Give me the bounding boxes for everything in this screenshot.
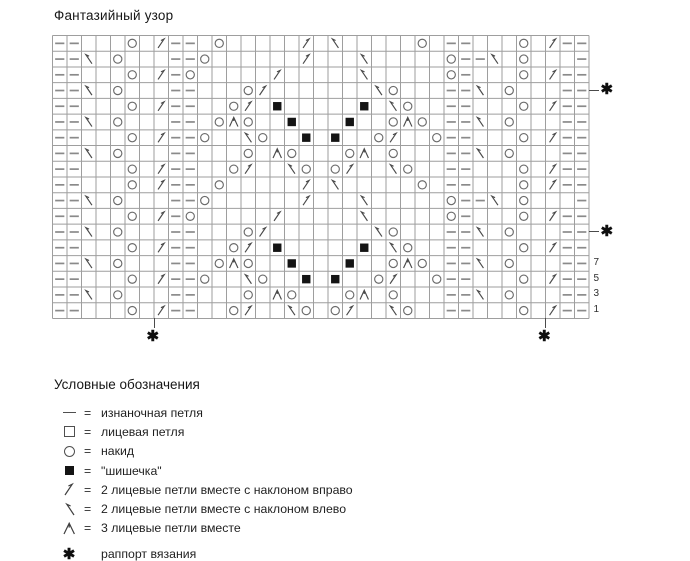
yarnover-icon <box>288 291 296 299</box>
yarnover-icon <box>128 102 136 110</box>
yarnover-icon <box>505 259 513 267</box>
k3tog-icon <box>230 117 238 126</box>
k2tog-left-icon <box>54 502 84 517</box>
yarnover-icon <box>114 118 122 126</box>
k2tog-right-icon <box>347 306 353 315</box>
repeat-tick-line <box>545 318 546 328</box>
k2tog-left-icon <box>390 306 396 315</box>
repeat-tick-line <box>154 318 155 328</box>
yarnover-icon <box>389 86 397 94</box>
yarnover-icon <box>302 165 310 173</box>
k2tog-left-icon <box>86 196 92 205</box>
yarnover-icon <box>114 196 122 204</box>
yarnover-icon <box>520 134 528 142</box>
yarnover-icon <box>505 228 513 236</box>
k2tog-right-icon <box>347 165 353 174</box>
yarnover-icon <box>520 55 528 63</box>
k2tog-right-icon <box>303 39 309 48</box>
k2tog-right-icon <box>260 228 266 237</box>
yarnover-icon <box>331 307 339 315</box>
equals-sign: = <box>84 482 92 497</box>
k2tog-right-icon <box>550 165 556 174</box>
yarnover-icon <box>230 307 238 315</box>
k2tog-left-icon <box>477 259 483 268</box>
k2tog-right-icon <box>303 55 309 64</box>
k2tog-right-icon <box>274 70 280 79</box>
equals-sign: = <box>84 405 92 420</box>
rapport-asterisk-icon: ✱ <box>62 545 76 561</box>
k2tog-right-icon <box>158 306 164 315</box>
k3tog-icon <box>273 290 281 299</box>
k2tog-right-icon <box>158 180 164 189</box>
yarnover-icon <box>128 134 136 142</box>
yarnover-icon <box>230 165 238 173</box>
yarnover-icon <box>244 228 252 236</box>
equals-sign: = <box>84 463 92 478</box>
k3tog-icon <box>273 149 281 158</box>
row-number: 1 <box>593 304 600 316</box>
yarnover-icon <box>244 118 252 126</box>
k2tog-right-icon <box>158 165 164 174</box>
yarnover-icon <box>114 291 122 299</box>
legend-item-purl <box>54 403 614 422</box>
yarnover-icon <box>244 291 252 299</box>
yarnover-icon <box>418 39 426 47</box>
bobble-icon <box>302 275 310 283</box>
yarnover-icon <box>389 228 397 236</box>
yarnover-icon <box>433 134 441 142</box>
k2tog-right-icon <box>245 306 251 315</box>
yarnover-icon <box>375 275 383 283</box>
yarnover-icon <box>201 275 209 283</box>
yarnover-icon <box>244 86 252 94</box>
k2tog-left-icon <box>361 70 367 79</box>
yarnover-icon <box>505 291 513 299</box>
yarnover-icon <box>447 55 455 63</box>
yarnover-icon <box>418 118 426 126</box>
knit-square-icon <box>54 426 84 437</box>
yarnover-icon <box>346 149 354 157</box>
yarnover-icon <box>520 39 528 47</box>
equals-sign: = <box>84 444 92 459</box>
k2tog-left-icon <box>361 196 367 205</box>
yarnover-icon <box>128 307 136 315</box>
yarnover-icon <box>259 134 267 142</box>
yarnover-icon <box>128 244 136 252</box>
yarnover-icon <box>259 275 267 283</box>
yarnover-icon <box>520 165 528 173</box>
yarnover-icon <box>404 307 412 315</box>
legend-item-bobble <box>54 461 614 480</box>
k2tog-left-icon <box>245 133 251 142</box>
repeat-lead-line <box>589 90 599 91</box>
yarnover-icon <box>389 118 397 126</box>
bobble-icon <box>273 244 281 252</box>
k2tog-right-icon <box>303 196 309 205</box>
k2tog-right-icon <box>274 212 280 221</box>
repeat-asterisk: ✱ <box>146 327 160 345</box>
yarnover-icon <box>404 244 412 252</box>
k2tog-left-icon <box>86 259 92 268</box>
k2tog-right-icon <box>245 102 251 111</box>
repeat-asterisk: ✱ <box>538 327 551 345</box>
bobble-square-icon <box>54 466 84 475</box>
k2tog-left-icon <box>390 165 396 174</box>
bobble-icon <box>288 118 296 126</box>
k2tog-left-icon <box>86 290 92 299</box>
yarnover-icon <box>215 39 223 47</box>
k2tog-left-icon <box>492 196 498 205</box>
yarnover-icon <box>201 134 209 142</box>
k2tog-right-icon <box>158 39 164 48</box>
yarnover-icon <box>114 228 122 236</box>
k2tog-right-icon <box>158 243 164 252</box>
yarnover-icon <box>433 275 441 283</box>
yarnover-icon <box>215 259 223 267</box>
k2tog-right-icon <box>303 180 309 189</box>
k2tog-right-icon <box>245 243 251 252</box>
row-number: 5 <box>593 272 600 284</box>
k2tog-left-icon <box>332 39 338 48</box>
yarnover-icon <box>520 181 528 189</box>
repeat-asterisk: ✱ <box>600 81 614 99</box>
bobble-icon <box>273 102 281 110</box>
k2tog-right-icon <box>550 180 556 189</box>
k2tog-right-icon <box>550 212 556 221</box>
yarnover-icon <box>520 307 528 315</box>
k2tog-right-icon <box>158 70 164 79</box>
bobble-icon <box>360 102 368 110</box>
yarnover-icon <box>505 118 513 126</box>
legend-item-rapport <box>54 544 614 561</box>
yarnover-icon <box>389 149 397 157</box>
k2tog-right-icon <box>158 275 164 284</box>
legend-title: Условные обозначения <box>54 377 200 392</box>
k2tog-left-icon <box>361 212 367 221</box>
bobble-icon <box>302 133 310 141</box>
k2tog-right-icon <box>390 133 396 142</box>
legend-item-label: изнаночная петля <box>101 405 203 420</box>
yarnover-icon <box>404 165 412 173</box>
yarnover-icon <box>128 39 136 47</box>
yarnover-icon <box>375 134 383 142</box>
legend-item-label: 3 лицевые петли вместе <box>101 521 241 536</box>
k2tog-left-icon <box>361 55 367 64</box>
k2tog-right-icon <box>550 39 556 48</box>
yarnover-icon <box>114 86 122 94</box>
yarnover-icon <box>215 181 223 189</box>
legend-item-label: 2 лицевые петли вместе с наклоном влево <box>101 502 347 517</box>
legend-item-label: накид <box>101 444 135 459</box>
k3tog-icon <box>404 117 412 126</box>
yarnover-icon <box>520 196 528 204</box>
k2tog-right-icon <box>54 482 84 497</box>
row-number: 3 <box>593 288 600 300</box>
k2tog-right-icon <box>550 102 556 111</box>
yarnover-icon <box>128 71 136 79</box>
bobble-icon <box>288 259 296 267</box>
yarnover-icon <box>520 244 528 252</box>
k3tog-icon <box>54 521 84 536</box>
repeat-asterisk: ✱ <box>600 222 614 240</box>
yarnover-icon <box>505 149 513 157</box>
legend-item-label: раппорт вязания <box>101 546 197 561</box>
bobble-icon <box>331 275 339 283</box>
legend-item-yarnover <box>54 442 614 461</box>
yarnover-icon <box>186 71 194 79</box>
yarnover-icon <box>114 259 122 267</box>
k2tog-left-icon <box>289 165 295 174</box>
legend-item-label: 2 лицевые петли вместе с наклоном вправо <box>101 482 353 497</box>
k2tog-left-icon <box>86 86 92 95</box>
yarnover-icon <box>128 212 136 220</box>
bobble-icon <box>360 244 368 252</box>
legend-item-k3tog <box>54 519 614 538</box>
k2tog-left-icon <box>390 102 396 111</box>
k2tog-left-icon <box>86 228 92 237</box>
bobble-icon <box>346 118 354 126</box>
yarnover-icon <box>186 212 194 220</box>
k2tog-left-icon <box>86 55 92 64</box>
equals-sign: = <box>84 521 92 536</box>
k2tog-left-icon <box>332 180 338 189</box>
yarnover-icon <box>128 275 136 283</box>
k2tog-left-icon <box>477 290 483 299</box>
yarnover-icon <box>302 307 310 315</box>
k2tog-right-icon <box>550 133 556 142</box>
yarnover-icon <box>215 118 223 126</box>
k3tog-icon <box>360 149 368 158</box>
yarnover-icon <box>520 275 528 283</box>
yarnover-icon <box>520 71 528 79</box>
legend-item-k2tog-left <box>54 499 614 518</box>
yarnover-icon <box>114 55 122 63</box>
yarnover-icon <box>346 291 354 299</box>
k3tog-icon <box>360 290 368 299</box>
yarnover-icon <box>389 259 397 267</box>
k2tog-right-icon <box>550 243 556 252</box>
yarnover-icon <box>288 149 296 157</box>
k2tog-right-icon <box>158 133 164 142</box>
row-number: 7 <box>593 256 600 268</box>
legend-item-label: лицевая петля <box>101 424 185 439</box>
yarnover-icon <box>418 259 426 267</box>
page-title: Фантазийный узор <box>54 8 174 23</box>
yarnover-icon <box>114 149 122 157</box>
legend <box>54 377 614 561</box>
yarnover-icon <box>244 149 252 157</box>
chart-grid <box>52 35 590 319</box>
equals-sign: = <box>84 502 92 517</box>
k2tog-left-icon <box>492 55 498 64</box>
legend-item-knit <box>54 422 614 441</box>
yarnover-icon <box>201 55 209 63</box>
yarnover-icon <box>389 291 397 299</box>
yarnover-icon <box>230 102 238 110</box>
k2tog-left-icon <box>390 243 396 252</box>
equals-sign: = <box>84 424 92 439</box>
k2tog-left-icon <box>289 306 295 315</box>
k2tog-left-icon <box>477 149 483 158</box>
yarnover-circle-icon <box>54 446 84 457</box>
yarnover-icon <box>418 181 426 189</box>
k2tog-right-icon <box>158 212 164 221</box>
k3tog-icon <box>404 259 412 268</box>
legend-item-label: "шишечка" <box>101 463 162 478</box>
yarnover-icon <box>447 196 455 204</box>
k2tog-left-icon <box>86 118 92 127</box>
k2tog-right-icon <box>390 275 396 284</box>
yarnover-icon <box>447 71 455 79</box>
k2tog-left-icon <box>86 149 92 158</box>
k2tog-right-icon <box>158 102 164 111</box>
repeat-lead-line <box>589 231 599 232</box>
yarnover-icon <box>244 259 252 267</box>
k2tog-left-icon <box>245 275 251 284</box>
bobble-icon <box>331 133 339 141</box>
k2tog-left-icon <box>376 228 382 237</box>
k2tog-right-icon <box>550 306 556 315</box>
yarnover-icon <box>520 102 528 110</box>
legend-item-k2tog-right <box>54 480 614 499</box>
yarnover-icon <box>128 165 136 173</box>
bobble-icon <box>346 259 354 267</box>
yarnover-icon <box>520 212 528 220</box>
k2tog-left-icon <box>477 228 483 237</box>
k2tog-right-icon <box>260 86 266 95</box>
yarnover-icon <box>505 86 513 94</box>
yarnover-icon <box>404 102 412 110</box>
k2tog-right-icon <box>550 275 556 284</box>
yarnover-icon <box>230 244 238 252</box>
purl-dash-icon <box>54 412 84 413</box>
k2tog-left-icon <box>477 86 483 95</box>
yarnover-icon <box>447 212 455 220</box>
yarnover-icon <box>201 196 209 204</box>
k2tog-left-icon <box>376 86 382 95</box>
yarnover-icon <box>128 181 136 189</box>
k2tog-right-icon <box>550 70 556 79</box>
k2tog-right-icon <box>245 165 251 174</box>
k2tog-left-icon <box>477 118 483 127</box>
k3tog-icon <box>230 259 238 268</box>
yarnover-icon <box>331 165 339 173</box>
